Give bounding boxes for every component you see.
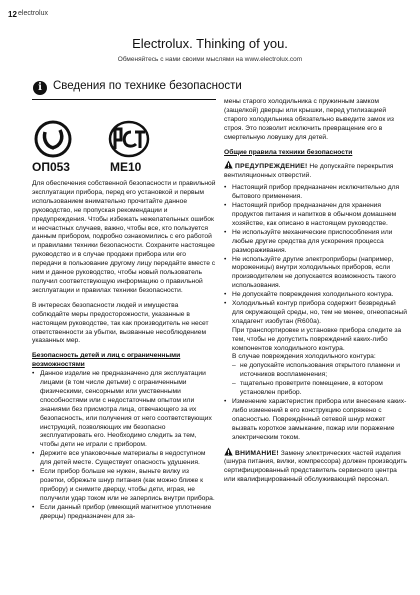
- continuation-paragraph: мены старого холодильника с пружинным замком (защелкой) дверцы или крышки, перед утилизацией старого холодильника обязательно выведите замок из строя. Это позволит исключить превращение его в смертельную ловушку для детей.: [224, 98, 394, 141]
- warning-icon: [224, 160, 233, 169]
- left-column: [32, 180, 216, 522]
- section-header: [32, 80, 242, 97]
- page-number: 12: [8, 10, 17, 19]
- list-item: • Настоящий прибор предназначен для хранения продуктов питания и напитков в обычном домашнем хозяйстве, как описано в настоящем руководстве.: [224, 202, 408, 229]
- rst-certification-icon: [108, 120, 150, 163]
- tagline: Electrolux. Thinking of you.: [132, 36, 288, 51]
- eac-certification-icon: [34, 120, 72, 163]
- list-item: • Не используйте другие электроприборы (например, мороженицы) внутри холодильных приборов, если производителем не допускается возможность такого использования.: [224, 256, 408, 292]
- certification-code: ОП053: [32, 160, 70, 174]
- subtagline: Обменяйтесь с нами своими мыслями на www.electrolux.com: [117, 56, 303, 63]
- right-column: [224, 98, 408, 485]
- general-safety-heading: Общие правила техники безопасности: [224, 148, 353, 156]
- list-item: • Настоящий прибор предназначен исключительно для бытового применения.: [224, 184, 408, 202]
- attention-paragraph: [224, 447, 408, 486]
- list-item: • Держите все упаковочные материалы в недоступном для детей месте. Существует опасность удушения.: [32, 450, 216, 468]
- children-safety-list: [32, 370, 216, 521]
- list-item: • Холодильный контур прибора содержит безвредный для окружающей среды, но, тем не менее, огнеопасный хладагент изобутан (R600a). При транспортировке и установке прибора следите за тем, чтобы не допустить повреждений каких-либо компонентов холодильного контура. В случае повреждения холодильного контура:: [224, 300, 408, 362]
- list-item: • Если данный прибор (имеющий магнитное уплотнение дверцы) предназначен для за-: [32, 504, 216, 522]
- brand-name: electrolux: [18, 10, 48, 17]
- section-divider: [32, 99, 216, 100]
- list-item: • Изменение характеристик прибора или внесение каких-либо изменений в его конструкцию сопряжено с опасностью. Повреждённый сетевой шнур может вызвать короткое замыкание, пожар или поражение электрическим током.: [224, 398, 408, 443]
- warning-paragraph: [224, 160, 408, 181]
- caution-icon: [224, 447, 233, 456]
- general-safety-list: [224, 184, 408, 362]
- dash-item: – не допускайте использования открытого пламени и источников воспламенения;: [224, 362, 408, 380]
- list-item: • Не используйте механические приспособления или любые другие средства для ускорения процесса размораживания.: [224, 229, 408, 256]
- children-safety-heading: Безопасность детей и лиц с ограниченными возможностями: [32, 352, 181, 369]
- list-item: • Если прибор больше не нужен, выньте вилку из розетки, обрежьте шнур питания (как можно ближе к прибору) и снимите дверцу, чтобы дети, играя, не получили удар током или не заперлись внутри прибора.: [32, 468, 216, 504]
- section-title: Сведения по технике безопасности: [53, 80, 242, 92]
- list-item: • Не допускайте повреждения холодильного контура.: [224, 291, 408, 300]
- dash-item: – тщательно проветрите помещение, в котором установлен прибор.: [224, 380, 408, 398]
- warning-label: ПРЕДУПРЕЖДЕНИЕ!: [235, 163, 308, 171]
- list-item: • Данное изделие не предназначено для эксплуатации лицами (в том числе детьми) с ограниченными физическими, сенсорными или умственными способностями или с недостаточным опытом или знаниями без присмотра лица, отвечающего за их безопасность, или получения от него соответствующих инструкций, позволяющих им безопасно эксплуатировать его. Необходимо следить за тем, чтобы дети не играли с прибором.: [32, 370, 216, 450]
- certification-code: ME10: [110, 160, 142, 174]
- warning-text: Не допускайте перекрытия вентиляционных отверстий.: [224, 163, 394, 180]
- attention-label: ВНИМАНИЕ!: [235, 449, 279, 457]
- intro-paragraph: Для обеспечения собственной безопасности и правильной эксплуатации прибора, перед его установкой и первым использованием внимательно прочитайте данное руководство, не пропуская рекомендации и предупреждения. Чтобы избежать нежелательных ошибок и несчастных случаев, важно, чтобы все, кто пользуется данным прибором, подробно ознакомились с его работой и правилами техники безопасности. Сохраните настоящее руководство и в случае продажи прибора или его передачи в пользование другому лицу передайте вместе с ним и данное руководство, чтобы новый пользователь получил соответствующую информацию о правильной эксплуатации и правилах техники безопасности.: [32, 180, 216, 294]
- attention-text: Замену электрических частей изделия (шнура питания, вилки, компрессора) должен производить сертифицированный представитель сервисного центра или квалифицированный обслуживающий персонал.: [224, 449, 407, 484]
- note-paragraph: В интересах безопасности людей и имущества соблюдайте меры предосторожности, указанные в настоящем руководстве, так как производитель не несет ответственности за убытки, вызванные несоблюдением указанных мер.: [32, 301, 209, 345]
- info-icon: i: [33, 81, 47, 95]
